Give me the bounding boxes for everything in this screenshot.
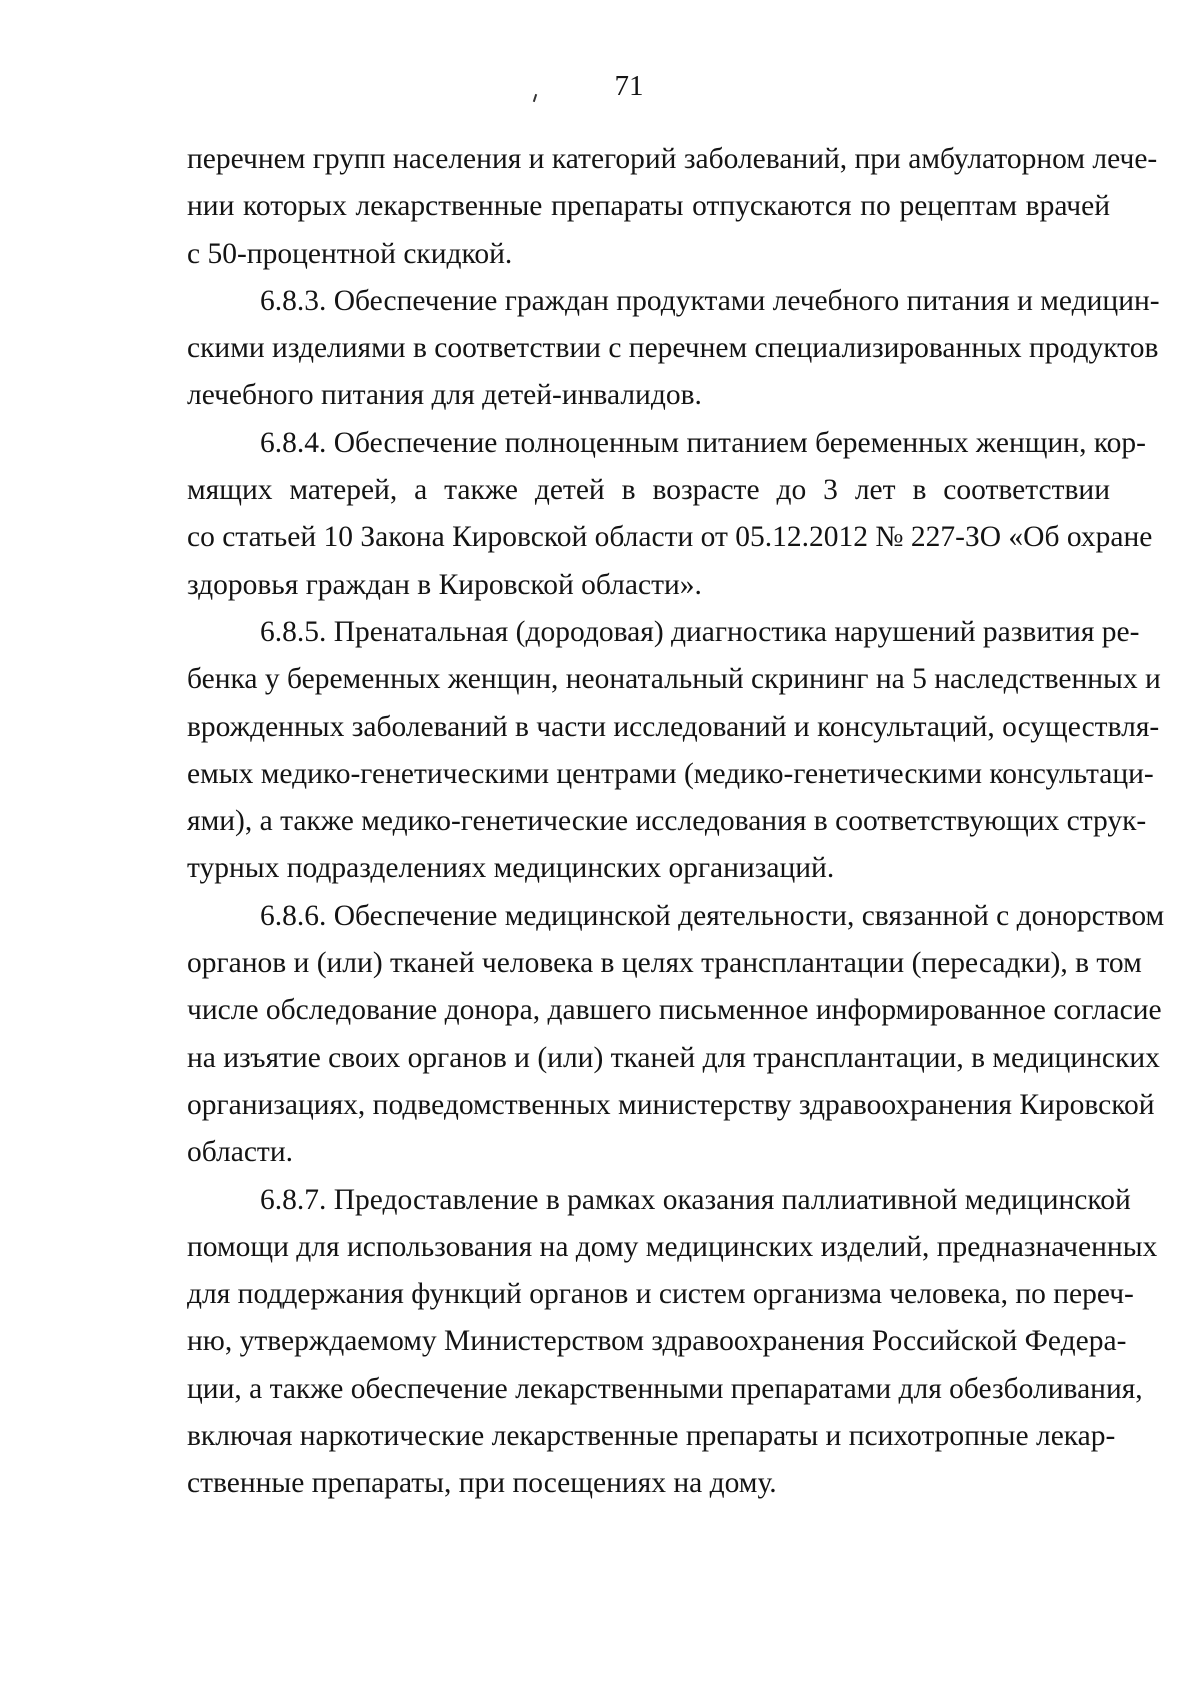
text-line: числе обследование донора, давшего письменное информированное согласие [187, 994, 1162, 1027]
text-line: 6.8.6. Обеспечение медицинской деятельности, связанной с донорством [260, 899, 1165, 932]
text-line: перечнем групп населения и категорий заболеваний, при амбулаторном лече- [187, 143, 1158, 175]
paragraph-6-8-4 [187, 420, 1153, 609]
text-line: бенка у беременных женщин, неонатальный скрининг на 5 наследственных и [187, 663, 1161, 696]
text-line: помощи для использования на дому медицинских изделий, предназначенных [187, 1230, 1158, 1263]
text-line: емых медико-генетическими центрами (медико-генетическими консультаци- [187, 757, 1154, 790]
text-line: ями), а также медико-генетические исследования в соответствующих струк- [187, 805, 1147, 838]
text-line: здоровья граждан в Кировской области». [187, 568, 702, 601]
text-line: организациях, подведомственных министерству здравоохранения Кировской [187, 1088, 1155, 1121]
text-line: области. [187, 1136, 293, 1169]
text-line: ции, а также обеспечение лекарственными препаратами для обезболивания, [187, 1372, 1143, 1405]
text-line: лечебного питания для детей-инвалидов. [187, 379, 702, 412]
text-line: с 50-процентной скидкой. [187, 237, 513, 270]
page-number: 71 [614, 70, 644, 102]
text-line: со статьей 10 Закона Кировской области от 05.12.2012 № 227-ЗО «Об охране [187, 521, 1153, 554]
text-line: мящих матерей, а также детей в возрасте до 3 лет в соответствии [187, 474, 1110, 507]
paragraph-continuation [187, 136, 1158, 278]
text-line: турных подразделениях медицинских организаций. [187, 852, 835, 885]
text-line: 6.8.4. Обеспечение полноценным питанием беременных женщин, кор- [260, 426, 1146, 459]
text-line: ственные препараты, при посещениях на дому. [187, 1467, 777, 1500]
text-line: включая наркотические лекарственные препараты и психотропные лекар- [187, 1420, 1116, 1453]
text-line: 6.8.7. Предоставление в рамках оказания паллиативной медицинской [260, 1183, 1131, 1216]
text-line: скими изделиями в соответствии с перечнем специализированных продуктов [187, 332, 1159, 365]
document-body [187, 136, 1165, 1508]
text-line: врожденных заболеваний в части исследований и консультаций, осуществля- [187, 710, 1160, 743]
paragraph-6-8-5 [187, 609, 1161, 893]
paragraph-6-8-3 [187, 278, 1160, 420]
text-line: органов и (или) тканей человека в целях трансплантации (пересадки), в том [187, 947, 1142, 980]
paragraph-6-8-6 [187, 893, 1165, 1177]
text-line: для поддержания функций органов и систем организма человека, по переч- [187, 1278, 1134, 1311]
paragraph-6-8-7 [187, 1177, 1158, 1508]
text-line: 6.8.5. Пренатальная (дородовая) диагностика нарушений развития ре- [260, 615, 1140, 648]
text-line: нии которых лекарственные препараты отпускаются по рецептам врачей [187, 190, 1110, 223]
text-line: на изъятие своих органов и (или) тканей для трансплантации, в медицинских [187, 1041, 1160, 1074]
text-line: 6.8.3. Обеспечение граждан продуктами лечебного питания и медицин- [260, 284, 1160, 317]
text-line: ню, утверждаемому Министерством здравоохранения Российской Федера- [187, 1325, 1127, 1358]
